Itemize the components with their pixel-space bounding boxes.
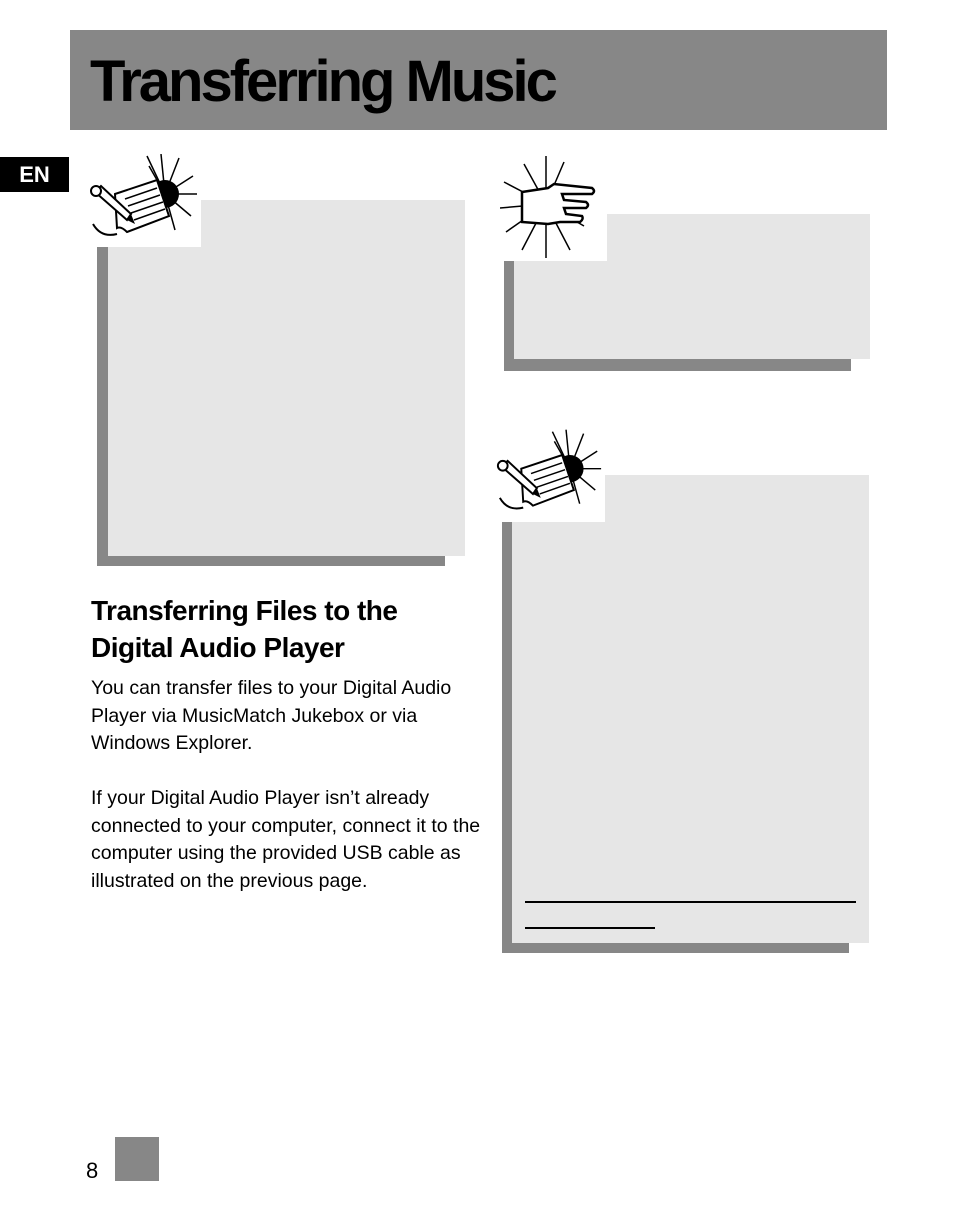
language-tab: EN [0, 157, 69, 192]
rule-line-long [525, 901, 856, 903]
section-heading [91, 592, 471, 666]
section-heading-line1: Transferring Files to the [91, 595, 398, 626]
section-heading-line2: Digital Audio Player [91, 632, 345, 663]
note-pen-icon [87, 154, 201, 247]
note-panel-left [97, 200, 465, 566]
page-number: 8 [86, 1158, 99, 1183]
page-title: Transferring Music [90, 49, 555, 114]
note-panel-right [502, 475, 869, 953]
paragraph-transfer-methods: You can transfer files to your Digital Audio Player via MusicMatch Jukebox or via Windows Explorer. [91, 677, 452, 754]
paragraph-connect-usb: If your Digital Audio Player isn’t already connected to your computer, connect it to the computer using the provided USB cable as illustrated on the previous page. [91, 787, 481, 892]
tip-panel-right [504, 214, 870, 371]
header-bar [70, 30, 887, 130]
page-number-box [115, 1137, 159, 1181]
pointing-hand-icon [500, 154, 607, 261]
rule-line-short [525, 927, 655, 929]
note-pen-icon [494, 428, 605, 522]
